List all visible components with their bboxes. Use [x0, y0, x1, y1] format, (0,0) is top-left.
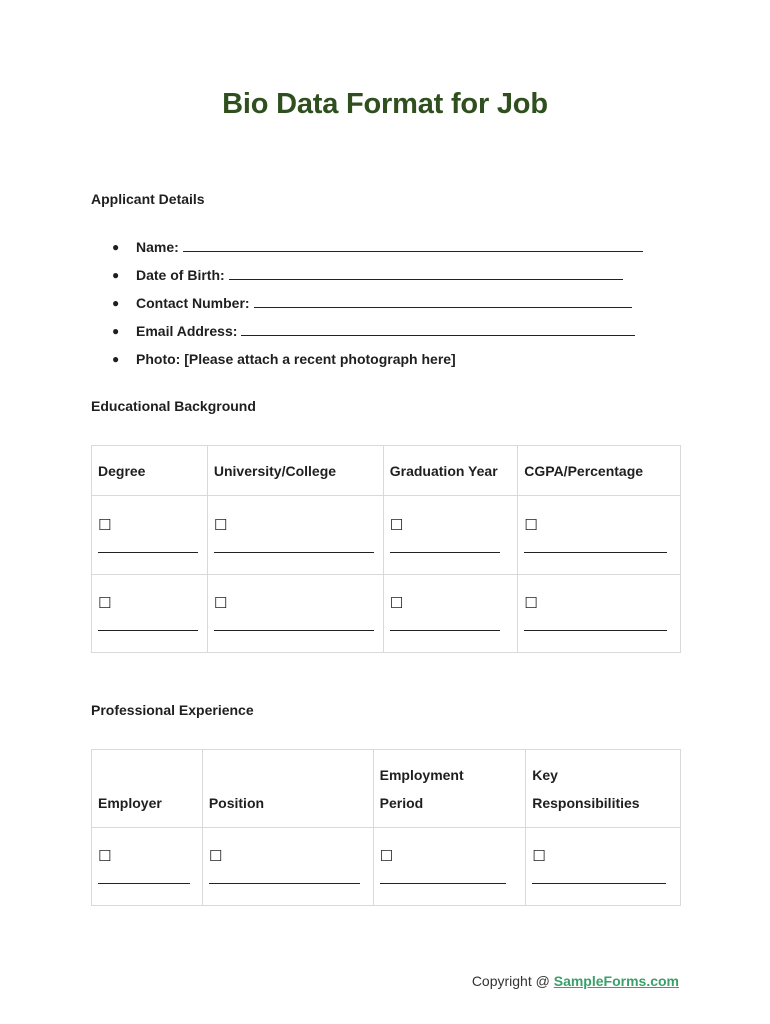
input-line — [390, 630, 500, 631]
copyright-footer — [472, 973, 679, 989]
education-table — [91, 445, 681, 653]
date-of-birth-input-line[interactable] — [229, 267, 623, 280]
checkbox-icon[interactable]: ☐ — [98, 516, 112, 534]
input-line — [209, 883, 360, 884]
applicant-field-list — [112, 238, 643, 378]
photo-field — [112, 350, 643, 378]
bullet-icon: ● — [112, 352, 120, 366]
column-header-line — [209, 761, 367, 789]
checkbox-icon[interactable]: ☐ — [379, 848, 394, 865]
checkbox-icon[interactable]: ☐ — [213, 595, 228, 612]
checkbox-icon[interactable]: ☐ — [524, 595, 538, 612]
applicant-details-heading: Applicant Details — [91, 191, 205, 207]
input-line — [98, 630, 198, 631]
contact-number-input-line[interactable] — [254, 295, 632, 308]
experience-cell[interactable] — [526, 828, 681, 906]
bullet-icon: ● — [112, 324, 120, 338]
email-address-input-line[interactable] — [241, 323, 635, 336]
checkbox-icon[interactable]: ☐ — [98, 848, 112, 865]
input-line — [98, 552, 198, 553]
checkbox-icon[interactable]: ☐ — [389, 595, 404, 612]
document-title: Bio Data Format for Job — [222, 88, 548, 120]
column-header-cgpa: CGPA/Percentage — [518, 446, 681, 496]
checkbox-icon[interactable]: ☐ — [213, 516, 228, 534]
education-cell[interactable] — [92, 575, 208, 653]
column-header-line: Key — [532, 766, 558, 783]
photo-label: Photo: [Please attach a recent photograph here] — [136, 351, 456, 367]
contact-number-label: Contact Number: — [136, 295, 250, 311]
checkbox-icon[interactable]: ☐ — [532, 848, 546, 865]
educational-background-heading: Educational Background — [91, 398, 256, 414]
input-line — [214, 552, 374, 553]
bullet-icon: ● — [112, 240, 120, 254]
experience-cell[interactable] — [373, 828, 526, 906]
experience-row — [92, 828, 681, 906]
experience-table — [91, 749, 681, 906]
experience-header-row — [92, 750, 681, 828]
education-header-row — [92, 446, 681, 496]
education-cell[interactable] — [92, 496, 208, 575]
column-header-line: Responsibilities — [532, 794, 640, 811]
checkbox-icon[interactable]: ☐ — [524, 516, 538, 534]
education-row — [92, 575, 681, 653]
input-line — [390, 552, 500, 553]
contact-number-field — [112, 294, 643, 322]
column-header-line: Position — [208, 794, 265, 811]
name-field — [112, 238, 643, 266]
column-header-employer — [92, 750, 203, 828]
column-header-line — [98, 761, 196, 789]
column-header-graduation-year: Graduation Year — [383, 446, 518, 496]
bullet-icon: ● — [112, 268, 120, 282]
column-header-line: Employer — [98, 794, 162, 811]
column-header-position — [202, 750, 373, 828]
education-cell[interactable] — [383, 575, 518, 653]
column-header-line: Employment — [379, 766, 464, 783]
input-line — [98, 883, 190, 884]
education-cell[interactable] — [518, 496, 681, 575]
column-header-university: University/College — [207, 446, 383, 496]
date-of-birth-label: Date of Birth: — [136, 267, 225, 283]
column-header-key-responsibilities — [526, 750, 681, 828]
experience-cell[interactable] — [92, 828, 203, 906]
education-cell[interactable] — [383, 496, 518, 575]
experience-cell[interactable] — [202, 828, 373, 906]
education-cell[interactable] — [207, 496, 383, 575]
column-header-employment-period — [373, 750, 526, 828]
input-line — [524, 552, 667, 553]
column-header-line: Period — [379, 794, 424, 811]
checkbox-icon[interactable]: ☐ — [98, 595, 112, 612]
education-cell[interactable] — [518, 575, 681, 653]
name-input-line[interactable] — [183, 239, 643, 252]
input-line — [380, 883, 506, 884]
date-of-birth-field — [112, 266, 643, 294]
email-address-label: Email Address: — [136, 323, 238, 339]
input-line — [214, 630, 374, 631]
education-row — [92, 496, 681, 575]
copyright-prefix: Copyright @ — [471, 973, 554, 989]
input-line — [524, 630, 667, 631]
checkbox-icon[interactable]: ☐ — [208, 848, 223, 865]
sampleforms-link[interactable]: SampleForms.com — [553, 973, 679, 989]
email-address-field — [112, 322, 643, 350]
input-line — [532, 883, 666, 884]
professional-experience-heading: Professional Experience — [91, 702, 254, 718]
name-label: Name: — [136, 239, 179, 255]
bullet-icon: ● — [112, 296, 120, 310]
column-header-degree: Degree — [92, 446, 208, 496]
checkbox-icon[interactable]: ☐ — [389, 516, 404, 534]
education-cell[interactable] — [207, 575, 383, 653]
